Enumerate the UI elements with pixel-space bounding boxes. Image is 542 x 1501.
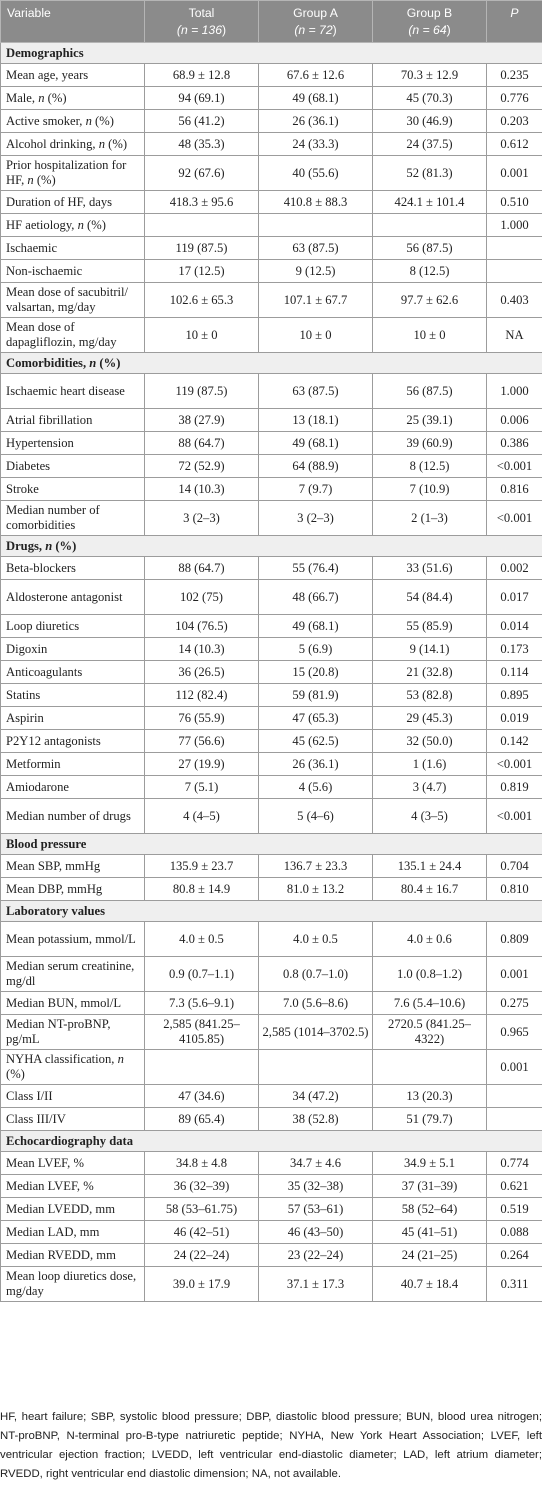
row-label: Anticoagulants — [1, 661, 145, 684]
row-label: Ischaemic heart disease — [1, 374, 145, 409]
cell-total — [145, 1050, 259, 1085]
cell-group-a: 2,585 (1014–3702.5) — [259, 1015, 373, 1050]
cell-p-value: 0.088 — [487, 1221, 542, 1244]
table-row — [1, 478, 542, 501]
header-total-n-value: n = 136 — [180, 23, 222, 37]
row-label: Median LVEF, % — [1, 1175, 145, 1198]
cell-group-b: 24 (21–25) — [373, 1244, 487, 1267]
cell-p-value: 0.014 — [487, 615, 542, 638]
cell-group-a: 35 (32–38) — [259, 1175, 373, 1198]
cell-p-value: 0.810 — [487, 878, 542, 901]
header-row — [1, 1, 542, 43]
cell-p-value — [487, 260, 542, 283]
header-p-value — [487, 1, 542, 43]
row-label: HF aetiology, n (%) — [1, 214, 145, 237]
cell-group-b: 40.7 ± 18.4 — [373, 1267, 487, 1302]
cell-group-b: 55 (85.9) — [373, 615, 487, 638]
cell-p-value: <0.001 — [487, 455, 542, 478]
cell-total: 34.8 ± 4.8 — [145, 1152, 259, 1175]
cell-group-a: 63 (87.5) — [259, 237, 373, 260]
cell-total: 46 (42–51) — [145, 1221, 259, 1244]
header-total — [145, 1, 259, 43]
cell-p-value: 0.403 — [487, 283, 542, 318]
cell-total: 38 (27.9) — [145, 409, 259, 432]
cell-p-value: <0.001 — [487, 799, 542, 834]
cell-group-a: 34 (47.2) — [259, 1085, 373, 1108]
cell-p-value: <0.001 — [487, 753, 542, 776]
table-row — [1, 1050, 542, 1085]
section-heading: Blood pressure — [1, 834, 542, 855]
row-label: Duration of HF, days — [1, 191, 145, 214]
table-row — [1, 1198, 542, 1221]
table-row — [1, 1085, 542, 1108]
table-row — [1, 638, 542, 661]
row-label: Mean LVEF, % — [1, 1152, 145, 1175]
table-row — [1, 432, 542, 455]
cell-group-b: 39 (60.9) — [373, 432, 487, 455]
cell-group-b: 25 (39.1) — [373, 409, 487, 432]
cell-p-value: NA — [487, 318, 542, 353]
cell-group-b: 3 (4.7) — [373, 776, 487, 799]
cell-group-b: 58 (52–64) — [373, 1198, 487, 1221]
header-total-n: (n = 136) — [176, 23, 227, 37]
cell-group-b: 32 (50.0) — [373, 730, 487, 753]
table-row — [1, 1267, 542, 1302]
cell-group-a: 0.8 (0.7–1.0) — [259, 957, 373, 992]
table-row — [1, 776, 542, 799]
row-label: P2Y12 antagonists — [1, 730, 145, 753]
cell-group-a: 5 (4–6) — [259, 799, 373, 834]
table-row — [1, 156, 542, 191]
table-row — [1, 501, 542, 536]
cell-group-a: 57 (53–61) — [259, 1198, 373, 1221]
cell-total: 88 (64.7) — [145, 557, 259, 580]
cell-total: 92 (67.6) — [145, 156, 259, 191]
cell-group-b: 10 ± 0 — [373, 318, 487, 353]
cell-group-b: 53 (82.8) — [373, 684, 487, 707]
table-row — [1, 615, 542, 638]
table-row — [1, 1175, 542, 1198]
cell-total: 119 (87.5) — [145, 374, 259, 409]
cell-p-value: 0.275 — [487, 992, 542, 1015]
header-variable: Variable — [1, 1, 145, 43]
cell-p-value: 0.621 — [487, 1175, 542, 1198]
row-label: Mean DBP, mmHg — [1, 878, 145, 901]
row-label: Mean age, years — [1, 64, 145, 87]
cell-p-value: 1.000 — [487, 214, 542, 237]
cell-p-value: 0.510 — [487, 191, 542, 214]
cell-group-a: 15 (20.8) — [259, 661, 373, 684]
row-label: Mean dose of dapagliflozin, mg/day — [1, 318, 145, 353]
table-row — [1, 455, 542, 478]
cell-group-a: 49 (68.1) — [259, 87, 373, 110]
cell-group-a: 64 (88.9) — [259, 455, 373, 478]
row-label: Atrial fibrillation — [1, 409, 145, 432]
header-group-a-n-value: n = 72 — [298, 23, 333, 37]
cell-total: 17 (12.5) — [145, 260, 259, 283]
cell-p-value: 0.264 — [487, 1244, 542, 1267]
cell-total: 24 (22–24) — [145, 1244, 259, 1267]
cell-group-a: 5 (6.9) — [259, 638, 373, 661]
row-label: Class III/IV — [1, 1108, 145, 1131]
row-label: Mean SBP, mmHg — [1, 855, 145, 878]
cell-group-b: 135.1 ± 24.4 — [373, 855, 487, 878]
cell-p-value: 0.006 — [487, 409, 542, 432]
cell-total: 88 (64.7) — [145, 432, 259, 455]
table-row — [1, 191, 542, 214]
section-heading: Demographics — [1, 43, 542, 64]
cell-p-value: 0.001 — [487, 1050, 542, 1085]
cell-group-a: 3 (2–3) — [259, 501, 373, 536]
cell-group-a: 59 (81.9) — [259, 684, 373, 707]
row-label: Median number of comorbidities — [1, 501, 145, 536]
cell-p-value: 0.386 — [487, 432, 542, 455]
cell-total: 2,585 (841.25–4105.85) — [145, 1015, 259, 1050]
cell-total: 48 (35.3) — [145, 133, 259, 156]
cell-p-value: 0.001 — [487, 957, 542, 992]
cell-group-b: 80.4 ± 16.7 — [373, 878, 487, 901]
row-label: Ischaemic — [1, 237, 145, 260]
section-heading: Drugs, n (%) — [1, 536, 542, 557]
row-label: Metformin — [1, 753, 145, 776]
row-label: Loop diuretics — [1, 615, 145, 638]
cell-total: 14 (10.3) — [145, 638, 259, 661]
cell-group-b: 2720.5 (841.25–4322) — [373, 1015, 487, 1050]
cell-total: 68.9 ± 12.8 — [145, 64, 259, 87]
table-row — [1, 133, 542, 156]
cell-group-b: 45 (70.3) — [373, 87, 487, 110]
table-row — [1, 753, 542, 776]
cell-group-a: 13 (18.1) — [259, 409, 373, 432]
row-label: Median RVEDD, mm — [1, 1244, 145, 1267]
cell-p-value — [487, 1085, 542, 1108]
cell-group-b: 30 (46.9) — [373, 110, 487, 133]
cell-group-b: 7 (10.9) — [373, 478, 487, 501]
table-row — [1, 237, 542, 260]
cell-group-a: 26 (36.1) — [259, 753, 373, 776]
cell-group-a: 26 (36.1) — [259, 110, 373, 133]
cell-group-a: 4 (5.6) — [259, 776, 373, 799]
header-group-a-label: Group A — [293, 6, 338, 20]
cell-group-a: 48 (66.7) — [259, 580, 373, 615]
cell-group-b: 13 (20.3) — [373, 1085, 487, 1108]
table-row — [1, 878, 542, 901]
cell-group-b: 33 (51.6) — [373, 557, 487, 580]
cell-p-value — [487, 237, 542, 260]
row-label: Non-ischaemic — [1, 260, 145, 283]
cell-p-value: 0.519 — [487, 1198, 542, 1221]
cell-total: 135.9 ± 23.7 — [145, 855, 259, 878]
cell-group-a: 63 (87.5) — [259, 374, 373, 409]
cell-p-value: 0.203 — [487, 110, 542, 133]
cell-group-b: 97.7 ± 62.6 — [373, 283, 487, 318]
table-row — [1, 1015, 542, 1050]
cell-total: 112 (82.4) — [145, 684, 259, 707]
section-heading: Echocardiography data — [1, 1131, 542, 1152]
cell-group-b: 29 (45.3) — [373, 707, 487, 730]
cell-group-a: 10 ± 0 — [259, 318, 373, 353]
section-row — [1, 536, 542, 557]
cell-p-value: 0.965 — [487, 1015, 542, 1050]
cell-p-value: 0.142 — [487, 730, 542, 753]
cell-group-b: 45 (41–51) — [373, 1221, 487, 1244]
table-body — [1, 43, 542, 1302]
cell-group-a: 7.0 (5.6–8.6) — [259, 992, 373, 1015]
cell-p-value: <0.001 — [487, 501, 542, 536]
row-label: Diabetes — [1, 455, 145, 478]
cell-total: 27 (19.9) — [145, 753, 259, 776]
cell-total: 7.3 (5.6–9.1) — [145, 992, 259, 1015]
cell-group-a: 81.0 ± 13.2 — [259, 878, 373, 901]
cell-p-value: 0.019 — [487, 707, 542, 730]
cell-group-a: 55 (76.4) — [259, 557, 373, 580]
table-row — [1, 1244, 542, 1267]
table-row — [1, 64, 542, 87]
row-label: Active smoker, n (%) — [1, 110, 145, 133]
row-label: Median LAD, mm — [1, 1221, 145, 1244]
cell-group-b: 70.3 ± 12.9 — [373, 64, 487, 87]
row-label: Median serum creatinine, mg/dl — [1, 957, 145, 992]
row-label: Mean dose of sacubitril/ valsartan, mg/day — [1, 283, 145, 318]
cell-group-a: 107.1 ± 67.7 — [259, 283, 373, 318]
cell-group-a: 67.6 ± 12.6 — [259, 64, 373, 87]
cell-p-value: 0.774 — [487, 1152, 542, 1175]
cell-group-b: 52 (81.3) — [373, 156, 487, 191]
section-heading: Comorbidities, n (%) — [1, 353, 542, 374]
cell-total: 77 (56.6) — [145, 730, 259, 753]
cell-group-b — [373, 214, 487, 237]
cell-total: 102 (75) — [145, 580, 259, 615]
header-group-b — [373, 1, 487, 43]
cell-group-a: 46 (43–50) — [259, 1221, 373, 1244]
cell-group-b — [373, 1050, 487, 1085]
cell-group-b: 21 (32.8) — [373, 661, 487, 684]
cell-p-value: 0.612 — [487, 133, 542, 156]
row-label: NYHA classification, n (%) — [1, 1050, 145, 1085]
cell-group-a — [259, 1050, 373, 1085]
cell-group-b: 7.6 (5.4–10.6) — [373, 992, 487, 1015]
row-label: Digoxin — [1, 638, 145, 661]
table-footnote: HF, heart failure; SBP, systolic blood pressure; DBP, diastolic blood pressure; BUN, blood urea nitrogen; NT-proBNP, N-terminal pro-B-type natriuretic peptide; NYHA, New York Heart Association; LVEF, left ventricular ejection fraction; LVEDD, left ventricular end-diastolic diameter; LAD, left atrium diameter; RVEDD, right ventricular end diastolic dimension; NA, not available. — [0, 1411, 542, 1480]
cell-total: 76 (55.9) — [145, 707, 259, 730]
table-row — [1, 922, 542, 957]
section-heading: Laboratory values — [1, 901, 542, 922]
cell-p-value: 0.173 — [487, 638, 542, 661]
cell-total: 102.6 ± 65.3 — [145, 283, 259, 318]
cell-group-a: 34.7 ± 4.6 — [259, 1152, 373, 1175]
cell-group-b: 2 (1–3) — [373, 501, 487, 536]
row-label: Alcohol drinking, n (%) — [1, 133, 145, 156]
cell-total: 0.9 (0.7–1.1) — [145, 957, 259, 992]
section-row — [1, 43, 542, 64]
row-label: Prior hospitalization for HF, n (%) — [1, 156, 145, 191]
table-row — [1, 318, 542, 353]
cell-group-b: 54 (84.4) — [373, 580, 487, 615]
cell-total: 4.0 ± 0.5 — [145, 922, 259, 957]
cell-total: 3 (2–3) — [145, 501, 259, 536]
header-p-label: P — [510, 6, 519, 20]
row-label: Median NT-proBNP, pg/mL — [1, 1015, 145, 1050]
cell-p-value: 0.311 — [487, 1267, 542, 1302]
table-row — [1, 110, 542, 133]
cell-total: 36 (26.5) — [145, 661, 259, 684]
table-row — [1, 661, 542, 684]
cell-group-b: 1 (1.6) — [373, 753, 487, 776]
cell-total: 39.0 ± 17.9 — [145, 1267, 259, 1302]
cell-group-b: 8 (12.5) — [373, 260, 487, 283]
cell-p-value: 0.235 — [487, 64, 542, 87]
cell-group-a: 37.1 ± 17.3 — [259, 1267, 373, 1302]
cell-group-a: 49 (68.1) — [259, 432, 373, 455]
header-group-a — [259, 1, 373, 43]
cell-group-b: 1.0 (0.8–1.2) — [373, 957, 487, 992]
table-row — [1, 1108, 542, 1131]
cell-total: 418.3 ± 95.6 — [145, 191, 259, 214]
cell-group-a: 47 (65.3) — [259, 707, 373, 730]
table-row — [1, 260, 542, 283]
cell-group-b: 56 (87.5) — [373, 237, 487, 260]
row-label: Male, n (%) — [1, 87, 145, 110]
section-row — [1, 353, 542, 374]
row-label: Statins — [1, 684, 145, 707]
row-label: Beta-blockers — [1, 557, 145, 580]
cell-group-a: 45 (62.5) — [259, 730, 373, 753]
cell-total: 36 (32–39) — [145, 1175, 259, 1198]
row-label: Median number of drugs — [1, 799, 145, 834]
section-row — [1, 834, 542, 855]
row-label: Amiodarone — [1, 776, 145, 799]
table-row — [1, 707, 542, 730]
cell-group-a: 9 (12.5) — [259, 260, 373, 283]
cell-group-b: 4 (3–5) — [373, 799, 487, 834]
cell-total: 119 (87.5) — [145, 237, 259, 260]
cell-p-value: 0.114 — [487, 661, 542, 684]
cell-group-a: 24 (33.3) — [259, 133, 373, 156]
header-group-b-label: Group B — [406, 6, 453, 20]
row-label: Class I/II — [1, 1085, 145, 1108]
header-group-b-n-value: n = 64 — [412, 23, 447, 37]
cell-group-b: 51 (79.7) — [373, 1108, 487, 1131]
cell-group-a: 23 (22–24) — [259, 1244, 373, 1267]
section-row — [1, 1131, 542, 1152]
header-total-label: Total — [188, 6, 215, 20]
cell-total: 104 (76.5) — [145, 615, 259, 638]
cell-group-b: 56 (87.5) — [373, 374, 487, 409]
table-row — [1, 799, 542, 834]
cell-p-value: 0.001 — [487, 156, 542, 191]
cell-total: 47 (34.6) — [145, 1085, 259, 1108]
header-group-b-n: (n = 64) — [408, 23, 451, 37]
table-row — [1, 214, 542, 237]
cell-p-value: 0.819 — [487, 776, 542, 799]
table-row — [1, 87, 542, 110]
cell-total: 7 (5.1) — [145, 776, 259, 799]
row-label: Mean loop diuretics dose, mg/day — [1, 1267, 145, 1302]
row-label: Median BUN, mmol/L — [1, 992, 145, 1015]
cell-p-value: 0.704 — [487, 855, 542, 878]
table-row — [1, 730, 542, 753]
cell-group-a: 49 (68.1) — [259, 615, 373, 638]
table-row — [1, 855, 542, 878]
cell-group-b: 24 (37.5) — [373, 133, 487, 156]
cell-total — [145, 214, 259, 237]
cell-p-value: 0.017 — [487, 580, 542, 615]
table-row — [1, 992, 542, 1015]
table-row — [1, 957, 542, 992]
cell-total: 94 (69.1) — [145, 87, 259, 110]
cell-group-b: 8 (12.5) — [373, 455, 487, 478]
section-row — [1, 901, 542, 922]
cell-total: 80.8 ± 14.9 — [145, 878, 259, 901]
table-row — [1, 1221, 542, 1244]
row-label: Aldosterone antagonist — [1, 580, 145, 615]
cell-group-a: 7 (9.7) — [259, 478, 373, 501]
cell-p-value: 1.000 — [487, 374, 542, 409]
cell-group-a: 410.8 ± 88.3 — [259, 191, 373, 214]
table-row — [1, 283, 542, 318]
cell-p-value: 0.895 — [487, 684, 542, 707]
cell-p-value: 0.816 — [487, 478, 542, 501]
cell-p-value: 0.809 — [487, 922, 542, 957]
cell-total: 56 (41.2) — [145, 110, 259, 133]
cell-group-b: 34.9 ± 5.1 — [373, 1152, 487, 1175]
row-label: Aspirin — [1, 707, 145, 730]
cell-group-a: 4.0 ± 0.5 — [259, 922, 373, 957]
cell-group-a: 40 (55.6) — [259, 156, 373, 191]
cell-group-b: 9 (14.1) — [373, 638, 487, 661]
row-label: Median LVEDD, mm — [1, 1198, 145, 1221]
header-group-a-n: (n = 72) — [294, 23, 337, 37]
table-row — [1, 557, 542, 580]
cell-group-a: 38 (52.8) — [259, 1108, 373, 1131]
table-row — [1, 684, 542, 707]
cell-group-a: 136.7 ± 23.3 — [259, 855, 373, 878]
row-label: Stroke — [1, 478, 145, 501]
table-row — [1, 374, 542, 409]
table-row — [1, 409, 542, 432]
cell-p-value: 0.776 — [487, 87, 542, 110]
cell-total: 4 (4–5) — [145, 799, 259, 834]
row-label: Hypertension — [1, 432, 145, 455]
table-header — [1, 1, 542, 43]
cell-p-value: 0.002 — [487, 557, 542, 580]
cell-group-b: 424.1 ± 101.4 — [373, 191, 487, 214]
row-label: Mean potassium, mmol/L — [1, 922, 145, 957]
cell-group-b: 4.0 ± 0.6 — [373, 922, 487, 957]
cell-total: 10 ± 0 — [145, 318, 259, 353]
cell-p-value — [487, 1108, 542, 1131]
cell-group-b: 37 (31–39) — [373, 1175, 487, 1198]
cell-total: 58 (53–61.75) — [145, 1198, 259, 1221]
cell-total: 14 (10.3) — [145, 478, 259, 501]
cell-total: 89 (65.4) — [145, 1108, 259, 1131]
cell-total: 72 (52.9) — [145, 455, 259, 478]
table-row — [1, 580, 542, 615]
table-row — [1, 1152, 542, 1175]
cell-group-a — [259, 214, 373, 237]
